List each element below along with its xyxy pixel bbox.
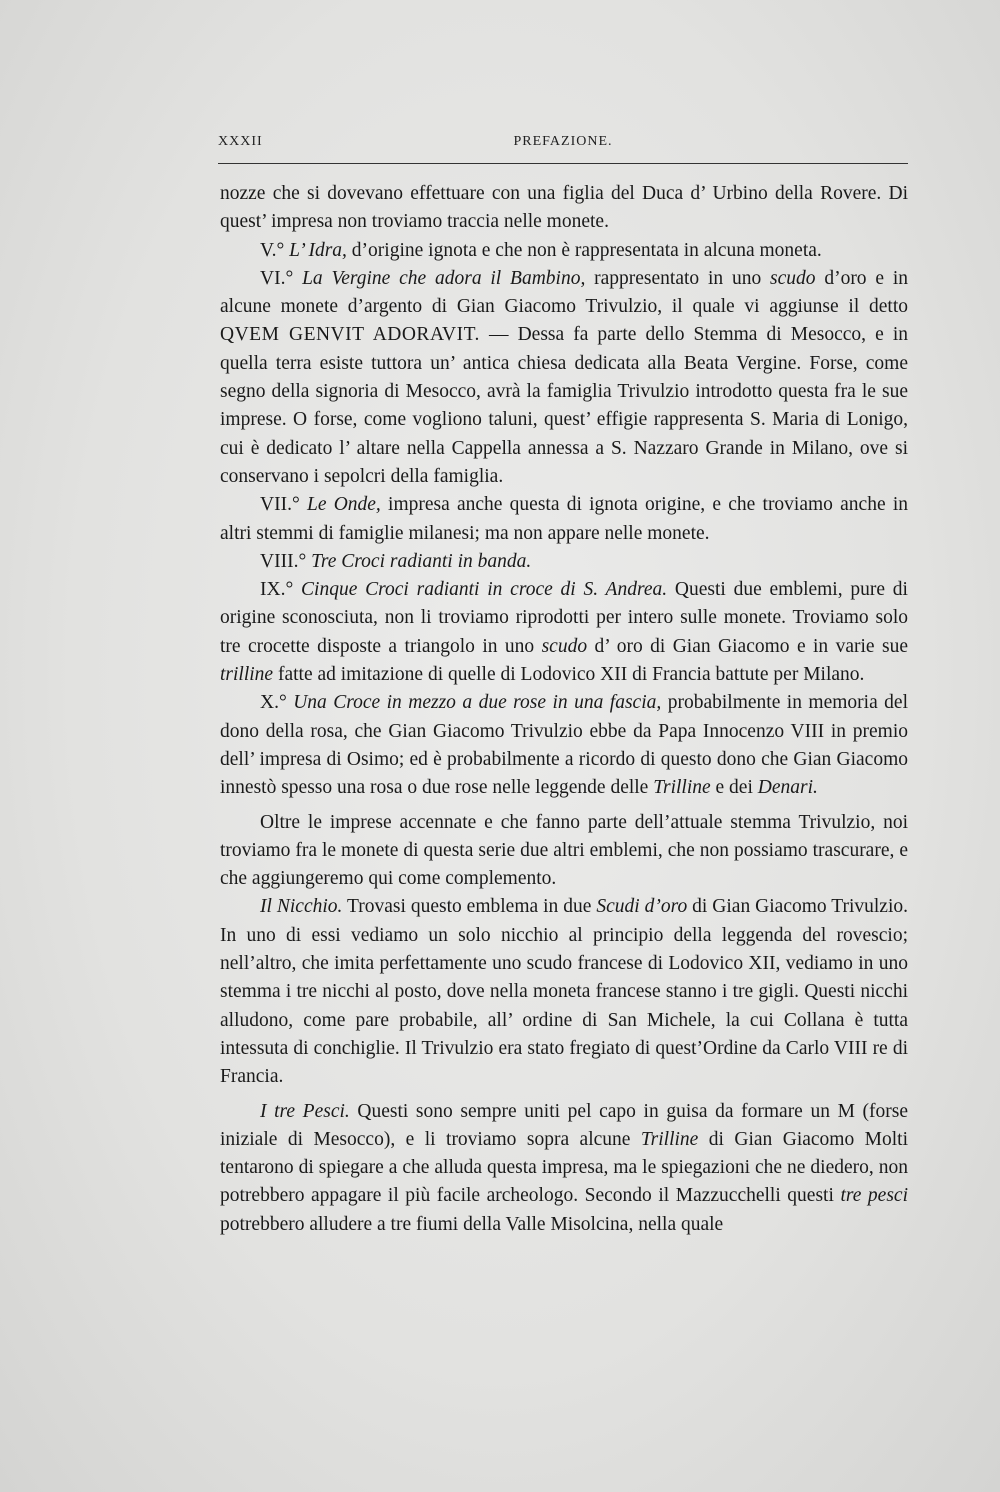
page-number: XXXII bbox=[218, 134, 263, 149]
italic-run: Tre Croci radianti in banda. bbox=[311, 550, 532, 572]
paragraph-p9 bbox=[220, 1098, 908, 1239]
paragraph-p4 bbox=[220, 548, 908, 576]
paragraph-p7 bbox=[220, 809, 908, 894]
italic-run: Denari. bbox=[757, 777, 818, 799]
italic-run: Trilline bbox=[640, 1128, 699, 1150]
text-run: rappresentato in uno bbox=[585, 267, 771, 289]
text-run: impresa anche questa di ignota origine, e che troviamo anche in altri stemmi di famiglie milanesi; ma non appare nelle monete. bbox=[220, 494, 908, 544]
paragraph-p3 bbox=[220, 491, 908, 548]
text-run: X.° bbox=[260, 692, 294, 714]
paragraph-p8 bbox=[220, 893, 908, 1091]
paragraph-p2 bbox=[220, 265, 908, 491]
text-run: Questi due emblemi, pure di origine sconosciuta, non li troviamo riprodotti per intero sulle monete. Troviamo solo tre crocette disposte a triangolo in uno bbox=[220, 579, 908, 657]
text-run: e dei bbox=[710, 777, 758, 799]
italic-run: L’ Idra, bbox=[289, 239, 347, 261]
text-run: VIII.° bbox=[260, 550, 312, 572]
italic-run: tre pesci bbox=[840, 1185, 908, 1207]
text-run: VII.° bbox=[260, 494, 307, 516]
text-run: potrebbero alludere a tre fiumi della Valle Misolcina, nella quale bbox=[220, 1213, 724, 1235]
italic-run: La Vergine che adora il Bambino, bbox=[302, 267, 586, 289]
text-run: — Dessa fa parte dello Stemma di Mesocco, e in quella terra esiste tuttora un’ antica chiesa dedicata alla Beata Vergine. Forse, come segno della signoria di Mesocco, avrà la famiglia Trivulzio introdotto questa fra le sue imprese. O forse, come vogliono taluni, quest’ effigie rappresenta S. Maria di Lonigo, cui è dedicato l’ altare nella Cappella annessa a S. Nazzaro Grande in Milano, ove si conservano i sepolcri della famiglia. bbox=[220, 324, 908, 487]
text-run: fatte ad imitazione di quelle di Lodovico XII di Francia battute per Milano. bbox=[273, 664, 865, 686]
text-run: Questi sono sempre uniti pel capo in guisa da formare un M (forse iniziale di Mesocco), e li troviamo sopra alcune bbox=[220, 1100, 909, 1150]
text-run: d’oro e in alcune monete d’argento di Gian Giacomo Trivulzio, il quale vi aggiunse il detto bbox=[220, 267, 909, 318]
italic-run: Cinque Croci radianti in croce di S. Andrea. bbox=[301, 579, 668, 601]
text-run: VI.° bbox=[260, 267, 303, 289]
italic-run: scudo bbox=[541, 635, 588, 657]
italic-run: Scudi d’oro bbox=[596, 896, 688, 918]
italic-run: I tre Pesci. bbox=[260, 1100, 350, 1122]
paragraph-p1 bbox=[220, 237, 908, 265]
running-title: PREFAZIONE. bbox=[513, 134, 613, 149]
header-rule bbox=[218, 163, 908, 164]
italic-run: Il Nicchio. bbox=[260, 896, 343, 918]
text-run: IX.° bbox=[260, 579, 302, 601]
page-header bbox=[218, 134, 908, 158]
text-run: d’origine ignota e che non è rappresentata in alcuna moneta. bbox=[346, 239, 822, 261]
text-run: di Gian Giacomo Trivulzio. In uno di essi vediamo un solo nicchio al principio della leggenda del rovescio; nell’altro, che imita perfettamente uno scudo francese di Lodovico XII, vediamo in uno stemma i tre nicchi al posto, dove nella moneta francese stanno i tre gigli. Questi nicchi alludono, come pare probabile, all’ ordine di San Michele, la cui Collana è tutta intessuta di conchiglie. Il Trivulzio era stato fregiato di quest’Ordine da Carlo VIII re di Francia. bbox=[220, 896, 908, 1088]
body-text bbox=[220, 180, 908, 1239]
text-run: QVEM GENVIT ADORAVIT. bbox=[220, 324, 480, 346]
text-run: Trovasi questo emblema in due bbox=[342, 896, 597, 918]
paragraph-p5 bbox=[220, 576, 908, 689]
text-run: di Gian Giacomo Molti tentarono di spiegare a che alluda questa impresa, ma le spiegazioni che ne diedero, non potrebbero appagare il più facile archeologo. Secondo il Mazzucchelli questi bbox=[220, 1128, 908, 1207]
paragraph-p0 bbox=[220, 180, 908, 237]
italic-run: Una Croce in mezzo a due rose in una fascia, bbox=[293, 692, 662, 714]
italic-run: trilline bbox=[220, 664, 274, 686]
paragraph-p6 bbox=[220, 689, 908, 802]
italic-run: Le Onde, bbox=[306, 494, 381, 516]
italic-run: scudo bbox=[770, 267, 816, 289]
italic-run: Trilline bbox=[653, 777, 711, 799]
text-run: d’ oro di Gian Giacomo e in varie sue bbox=[587, 635, 908, 657]
text-run: V.° bbox=[260, 239, 290, 261]
text-run: Oltre le imprese accennate e che fanno parte dell’attuale stemma Trivulzio, noi troviamo fra le monete di questa serie due altri emblemi, che non possiamo trascurare, e che aggiungeremo qui come complemento. bbox=[220, 811, 908, 890]
text-run: probabilmente in memoria del dono della rosa, che Gian Giacomo Trivulzio ebbe da Papa Innocenzo VIII in premio dell’ impresa di Osimo; ed è probabilmente a ricordo di questo dono che Gian Giacomo innestò spesso una rosa o due rose nelle leggende delle bbox=[220, 692, 908, 799]
text-run: nozze che si dovevano effettuare con una figlia del Duca d’ Urbino della Rovere. Di quest’ impresa non troviamo traccia nelle monete. bbox=[220, 183, 908, 233]
